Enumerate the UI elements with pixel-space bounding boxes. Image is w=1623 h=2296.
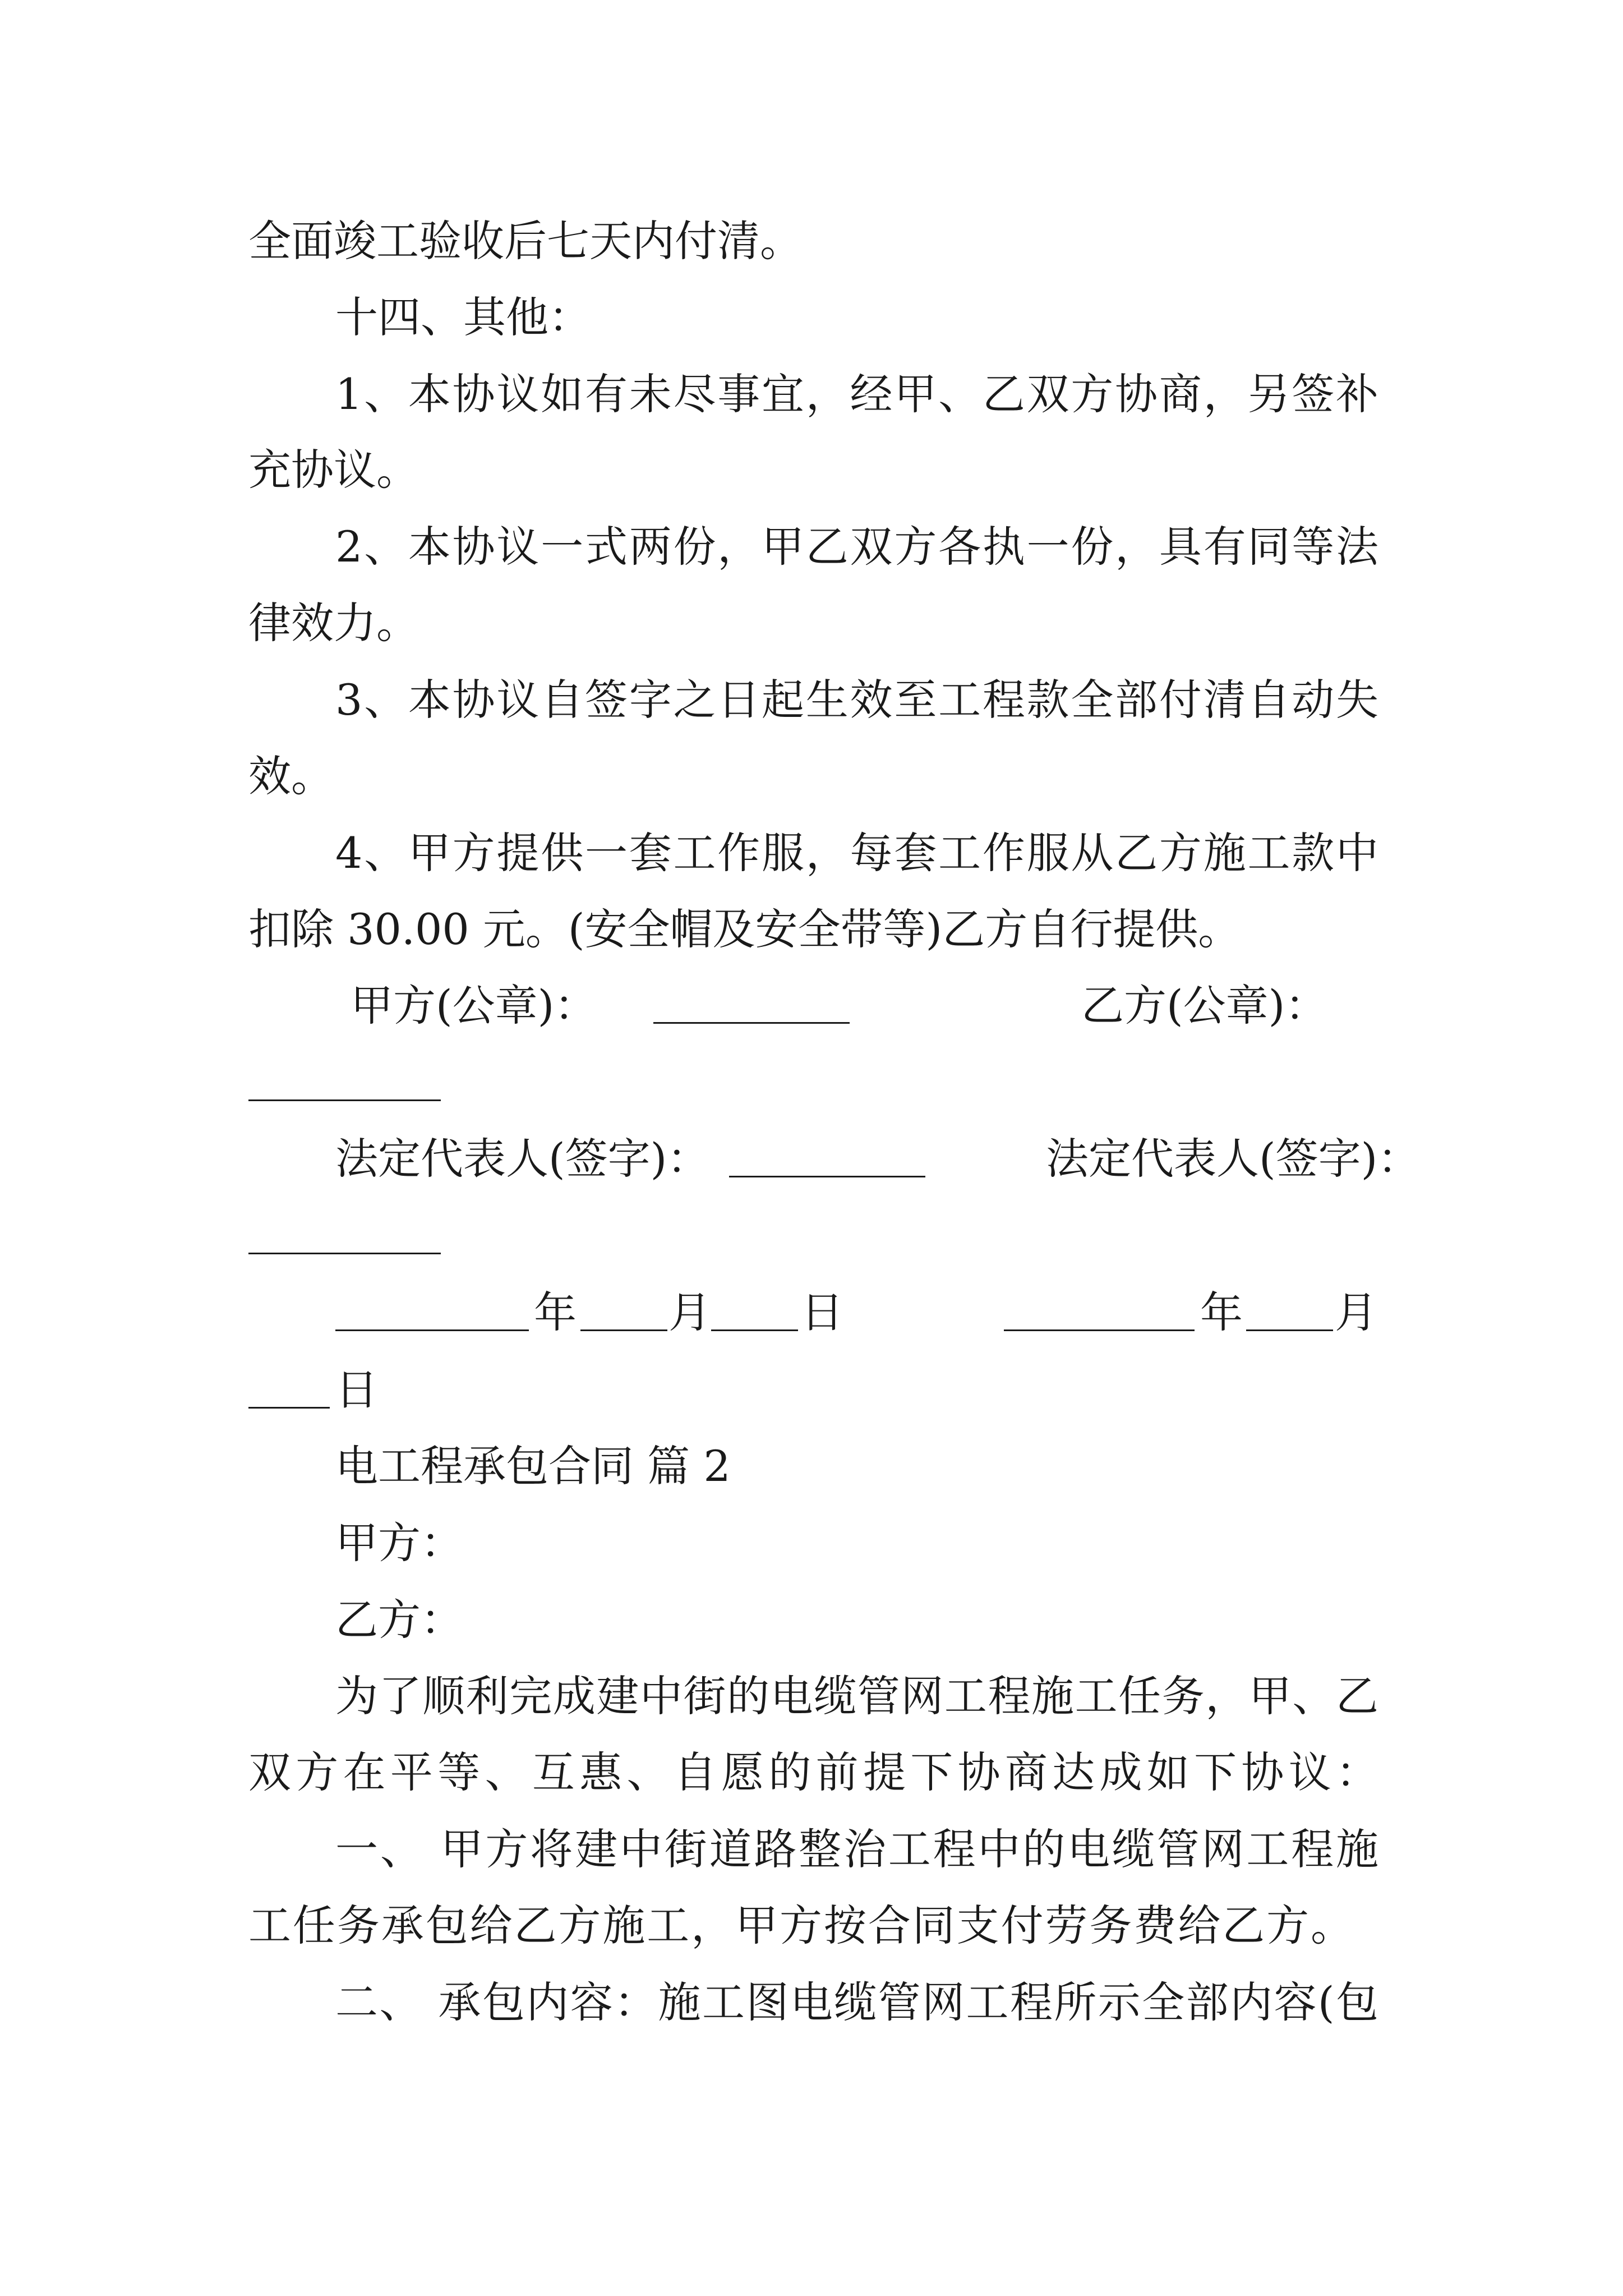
date-b-month: 月 <box>1335 1287 1377 1337</box>
party-a-label: 甲方： <box>335 1518 463 1568</box>
text-line: 工任务承包给乙方施工，甲方按合同支付劳务费给乙方。 <box>248 1901 1353 1950</box>
text-line: 律效力。 <box>248 598 419 648</box>
clause-4: 4、甲方提供一套工作服，每套工作服从乙方施工款中 <box>335 828 1378 878</box>
party-b-seal-blank <box>248 1099 441 1101</box>
rep-a-blank <box>729 1176 925 1177</box>
party-a-seal-label: 甲方(公章)： <box>351 981 597 1030</box>
rep-a-label: 法定代表人(签字)： <box>335 1134 710 1184</box>
date-b-day-blank <box>248 1407 330 1409</box>
date-b-day: 日 <box>335 1365 378 1415</box>
text-line: 双方在平等、互惠、自愿的前提下协商达成如下协议： <box>248 1747 1378 1797</box>
clause-3: 3、本协议自签字之日起生效至工程款全部付清自动失 <box>335 675 1378 725</box>
date-b-year: 年 <box>1200 1287 1243 1337</box>
text-line: 充协议。 <box>248 445 419 495</box>
paragraph-intro: 为了顺利完成建中街的电缆管网工程施工任务，甲、乙 <box>335 1671 1378 1721</box>
section-heading-other: 十四、其他： <box>335 292 591 342</box>
party-b-seal-label: 乙方(公章)： <box>1081 981 1328 1030</box>
party-b-label: 乙方： <box>335 1595 463 1645</box>
date-a-month-blank <box>580 1329 667 1331</box>
party-a-seal-blank <box>653 1022 850 1024</box>
text-line: 扣除 30.00 元。(安全帽及安全带等)乙方自行提供。 <box>248 904 1241 954</box>
text-line: 效。 <box>248 751 334 801</box>
date-a-day-blank <box>711 1329 798 1331</box>
clause-one: 一、 甲方将建中街道路整治工程中的电缆管网工程施 <box>335 1824 1378 1874</box>
date-a-year-blank <box>335 1329 529 1331</box>
date-b-year-blank <box>1004 1329 1195 1331</box>
clause-1: 1、本协议如有未尽事宜，经甲、乙双方协商，另签补 <box>335 369 1378 419</box>
date-a-day: 日 <box>801 1287 843 1337</box>
rep-b-label: 法定代表人(签字)： <box>1046 1134 1421 1184</box>
clause-two: 二、 承包内容：施工图电缆管网工程所示全部内容(包 <box>335 1977 1378 2027</box>
rep-b-blank <box>248 1253 441 1254</box>
date-a-month: 月 <box>668 1287 711 1337</box>
date-b-month-blank <box>1246 1329 1333 1331</box>
text-line: 全面竣工验收后七天内付清。 <box>248 216 803 266</box>
section-title: 电工程承包合同 篇 2 <box>335 1441 731 1491</box>
clause-2: 2、本协议一式两份，甲乙双方各执一份，具有同等法 <box>335 522 1378 572</box>
date-a-year: 年 <box>534 1287 577 1337</box>
